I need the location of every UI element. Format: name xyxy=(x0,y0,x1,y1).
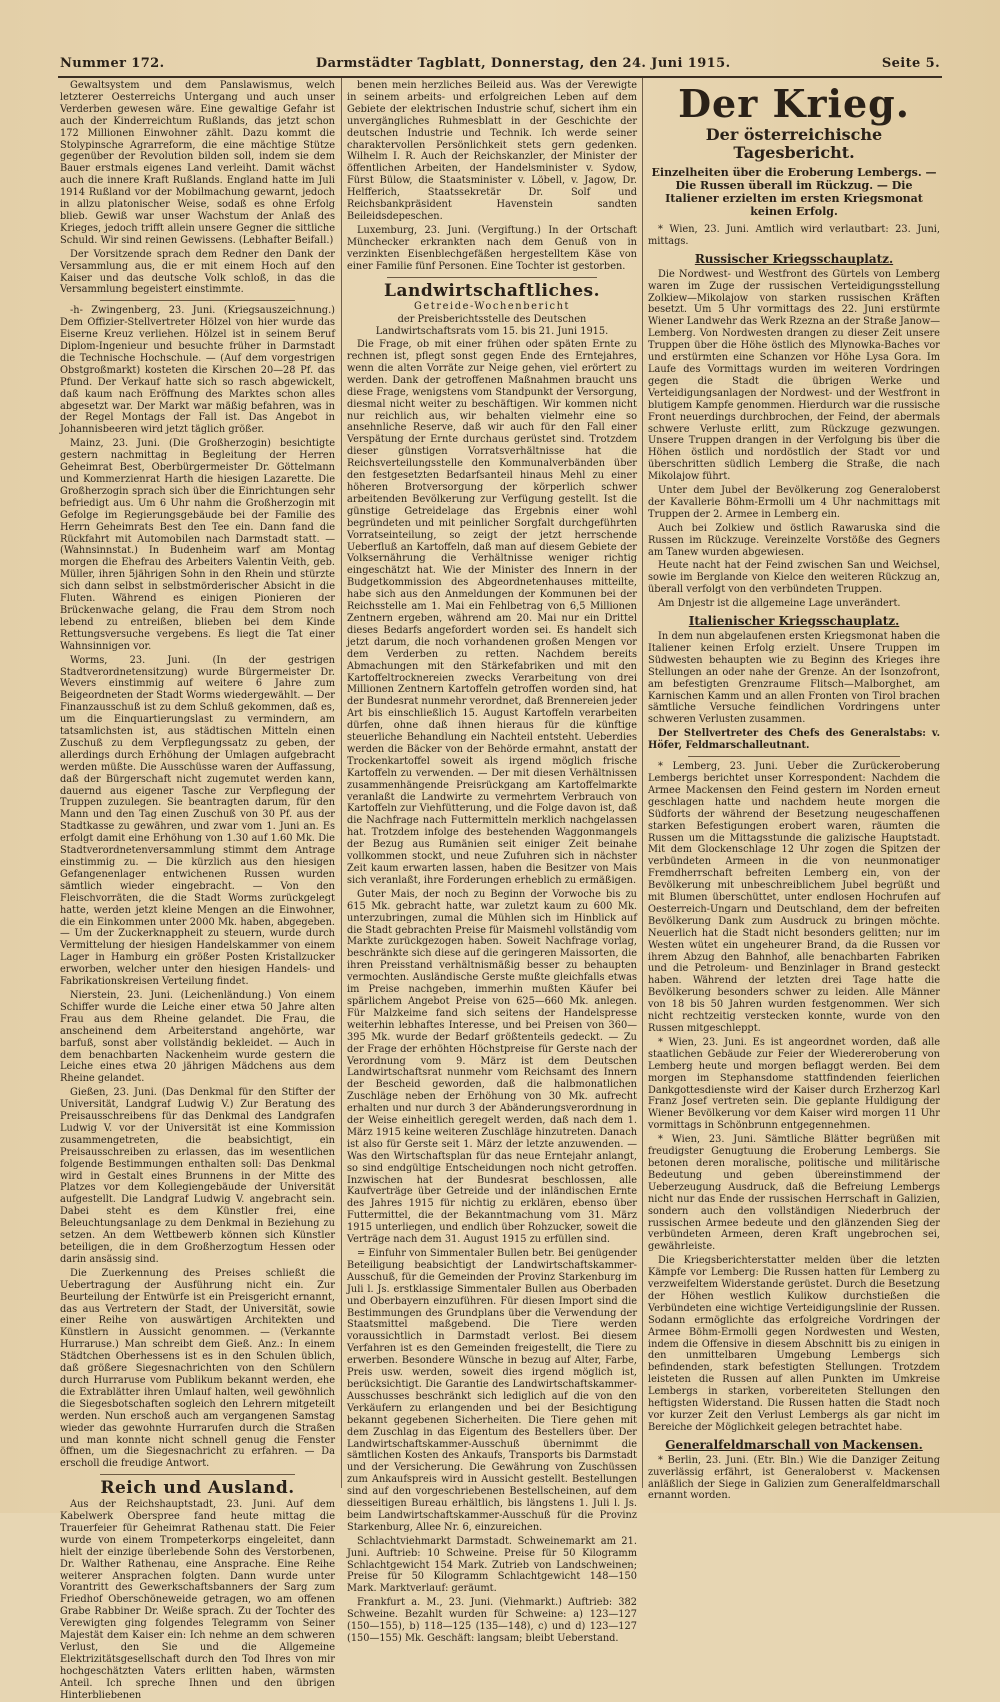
section-title-russia: Russischer Kriegsschauplatz. xyxy=(694,251,894,266)
article-paragraph: Die Kriegsberichterstatter melden über die letzten Kämpfe vor Lemberg: Die Russen hatten für Lemberg zu verzweifeltem Widerstande gerüstet. Durch die Besetzung der Höhen westlich Kulikow durchstießen die Verbündeten eine wichtige Verteidigungslinie der Russen. Sodann ermöglichte das erfolgreiche Vordringen der Armee Böhm-Ermolli gegen Nordwesten und Westen, indem die Offensive in diesem Abschnitt bis zu einigen in den unmittelbaren Umgebung Lembergs sich befindenden, stark befestigten Stellungen. Trotzdem leisteten die Russen auf allen Punkten im Umkreise Lembergs in starken, vorbereiteten Stellungen den heftigsten Widerstand. Die Russen hatten die Stadt noch vor kurzer Zeit den Verlust Lembergs als gar nicht im Bereiche der Möglichkeit gelegen betrachtet habe. xyxy=(648,1255,940,1433)
article-paragraph: Mainz, 23. Juni. (Die Großherzogin) besichtigte gestern nachmittag in Begleitung der Herren Geheimrat Best, Oberbürgermeister Dr. Göttelmann und Kommerzienrat Harth die hiesigen Lazarette. Die Großherzogin sprach sich über die Einrichtungen sehr befriedigt aus. Um 6 Uhr nahm die Großherzogin mit Gefolge im Regierungsgebäude bei der Familie des Herrn Geheimrats Best den Tee ein. Dann fand die Rückfahrt mit Automobilen nach Darmstadt statt. — (Wahnsinnstat.) In Budenheim warf am Montag morgen die Ehefrau des Arbeiters Valentin Veith, geb. Müller, ihren 5jährigen Sohn in den Rhein und stürzte sich dann selbst in selbstmörderischer Absicht in die Fluten. Während es einigen Pionieren der Brückenwache gelang, die Frau dem Strom noch lebend zu entreißen, blieben bei dem Kinde Rettungsversuche vergebens. Es liegt die Tat einer Wahnsinnigen vor. xyxy=(60,438,335,652)
column-divider-1 xyxy=(341,78,342,1488)
separator xyxy=(100,1474,295,1475)
report-title: Getreide-Wochenbericht xyxy=(413,301,571,313)
article-paragraph: Luxemburg, 23. Juni. (Vergiftung.) In der Ortschaft Münchecker erkrankten nach dem Genuß von in verzinkten Eisenblechgefäßen hergestelltem Käse von einer Familie fünf Personen. Eine Tochter ist gestorben. xyxy=(347,224,637,272)
column-3 xyxy=(648,80,940,1502)
article-paragraph: * Wien, 23. Juni. Es ist angeordnet worden, daß alle staatlichen Gebäude zur Feier der Wiedereroberung von Lemberg heute und morgen beflaggt werden. Bei dem morgen im Stephansdome stattfindenden feierlichen Dankgottesdienste wird der Kaiser durch Erzherzog Karl Franz Josef vertreten sein. Die geplante Huldigung der Wiener Bevölkerung vor dem Kaiser wird morgen 11 Uhr vormittags in Schönbrunn entgegennehmen. xyxy=(648,1036,940,1132)
article-paragraph: Nierstein, 23. Juni. (Leichenländung.) Von einem Schiffer wurde die Leiche einer etwa 50 Jahre alten Frau aus dem Rheine gelandet. Die Frau, die anscheinend dem Arbeiterstand angehörte, war barfuß, sonst aber vollständig bekleidet. — Auch in dem benachbarten Nackenheim wurde gestern die Leiche eines etwa 20 jährigen Mädchens aus dem Rheine gelandet. xyxy=(60,989,335,1085)
article-paragraph: Frankfurt a. M., 23. Juni. (Viehmarkt.) Auftrieb: 382 Schweine. Bezahlt wurden für Schweine: a) 123—127 (150—155), b) 118—125 (135—148), c) und d) 123—127 (150—155) Mk. Geschäft: langsam; bleibt Ueberstand. xyxy=(347,1597,637,1644)
column-2 xyxy=(347,80,637,1644)
article-paragraph: Worms, 23. Juni. (In der gestrigen Stadtverordnetensitzung) wurde Bürgermeister Dr. Wevers einstimmig auf weitere 6 Jahre zum Beigeordneten der Stadt Worms wiedergewählt. — Der Finanzausschuß ist zu dem Schluß gekommen, daß es, um die Einquartierungslast zu vermindern, am tatsamlichsten ist, aus städtischen Mitteln einen Zuschuß zu dem Verpflegungssatz zu geben, der allerdings durch Erhöhung der Umlagen aufgebracht werden müßte. Die Ausschüsse waren der Auffassung, daß der Bürgerschaft nicht zugemutet werden kann, dauernd aus eigener Tasche zur Verpflegung der Truppen zuzulegen. Sie beantragten darum, für den Mann und den Tag einen Zuschuß von 30 Pf. aus der Stadtkasse zu gewähren, und zwar vom 1. Juni an. Es erfolgt damit eine Erhöhung von 1.30 auf 1.60 Mk. Die Stadtverordnetenversammlung stimmt dem Antrage einstimmig zu. — Die kürzlich aus den hiesigen Gefangenenlager entwichenen Russen wurden sämtlich wieder eingebracht. — Von den Fleischvorräten, die die Stadt Worms zurückgelegt hatte, werden jetzt kleine Mengen an die Einwohner, die ein Einkommen unter 2000 Mk. haben, abgegeben. — Um der Zuckerknappheit zu steuern, wurde durch Vermittelung der hiesigen Handelskammer von einem Lager in Hamburg ein größer Posten Kristallzucker erworben, welcher unter den hiesigen Handels- und Fabrikationskreisen Verteilung findet. xyxy=(60,654,335,988)
article-paragraph: Am Dnjestr ist die allgemeine Lage unverändert. xyxy=(658,598,901,610)
section-title-mackensen: Generalfeldmarschall von Mackensen. xyxy=(665,1437,923,1452)
article-paragraph: In dem nun abgelaufenen ersten Kriegsmonat haben die Italiener keinen Erfolg erzielt. Unsere Truppen im Südwesten behaupten wie zu Beginn des Krieges ihre Stellungen an oder nahe der Grenze. An der Isonzofront, am befestigten Grenzraume Flitsch—Malborghet, am Karnischen Kamm und an allen Fronten von Tirol brachen sämtliche Versuche feindlichen Vordringens unter schweren Verlusten zusammen. xyxy=(648,631,940,726)
article-paragraph: Unter dem Jubel der Bevölkerung zog Generaloberst der Kavallerie Böhm-Ermolli um 4 Uhr nachmittags mit Truppen der 2. Armee in Lemberg ein. xyxy=(648,485,940,520)
article-paragraph: Guter Mais, der noch zu Beginn der Vorwoche bis zu 615 Mk. gebracht hatte, war zuletzt kaum zu 600 Mk. unterzubringen, zumal die Mühlen sich im Hinblick auf die Stadt gebrachten Preise für Maismehl vollständig vom Markte zurückgezogen haben. Soweit Nachfrage vorlag, beschränkte sich diese auf die geringeren Maissorten, die ihren Preisstand verhältnismäßig besser zu behaupten vermochten. Ausländische Gerste mußte gleichfalls etwas im Preise nachgeben, immerhin mußten Käufer bei spärlichem Angebot Preise von 625—660 Mk. anlegen. Für Malzkeime fand sich seitens der Handelspresse weiterhin lebhaftes Interesse, und bei Preisen von 360—395 Mk. wurde der Bedarf größtenteils gedeckt. — Zu der Frage der erhöhten Höchstpreise für Gerste nach der Verordnung vom 9. März ist dem Deutschen Landwirtschaftsrat nunmehr vom Reichsamt des Innern der Bescheid geworden, daß die halbmonatlichen Zuschläge neben der Erhöhung von 30 Mk. aufrecht erhalten und nur durch 3 der Abänderungsverordnung in der Weise einheitlich geregelt werden, daß nach dem 1. März 1915 keine weiteren Zuschläge hinzutreten. Danach ist also für Gerste seit 1. März der letzte anzuwenden. — Was den Wirtschaftsplan für das neue Erntejahr anlangt, so sind endgültige Entscheidungen noch nicht getroffen. Inzwischen hat der Bundesrat beschlossen, alle Kaufverträge über Getreide und der inländischen Ernte des Jahres 1915 für nichtig zu erklären, ebenso über Futtermittel, die der Bekanntmachung vom 31. März 1915 unterliegen, und endlich über Rohzucker, soweit die Verträge nach dem 31. August 1915 zu erfüllen sind. xyxy=(347,888,637,1246)
article-paragraph: benen mein herzliches Beileid aus. Was der Verewigte in seinem arbeits- und erfolgreichen Leben auf dem Gebiete der elektrischen Industrie schuf, sichert ihm ein unvergängliches Ruhmesblatt in der Geschichte der deutschen Industrie und Technik. Ich werde seiner charaktervollen Persönlichkeit stets gern gedenken. Wilhelm I. R. Auch der Reichskanzler, der Minister der öffentlichen Arbeiten, der Handelsminister v. Sydow, Fürst Bülow, die Staatsminister v. Löbell, v. Jagow, Dr. Helfferich, Staatssekretär Dr. Solf und Reichsbankpräsident Havenstein sandten Beileidsdepeschen. xyxy=(347,80,637,222)
war-subheadline: Der österreichische Tagesbericht. xyxy=(705,125,883,162)
article-paragraph: -h- Zwingenberg, 23. Juni. (Kriegsauszeichnung.) Dem Offizier-Stellvertreter Hölzel von hier wurde das Eiserne Kreuz verliehen. Hölzel ist in seinem Beruf Diplom-Ingenieur und besuchte früher in Darmstadt die Technische Hochschule. — (Auf dem vorgestrigen Obstgroßmarkt) kosteten die Kirschen 20—28 Pf. das Pfund. Der Verkauf hatte sich so rasch abgewickelt, daß kaum nach Eröffnung des Marktes schon alles abgesetzt war. Der Markt war mäßig befahren, was in der Regel Montags der Fall ist. Das Angebot in Johannisbeeren wird jetzt täglich größer. xyxy=(60,305,335,436)
war-headline: Der Krieg. xyxy=(678,81,910,126)
article-paragraph: Die Frage, ob mit einer frühen oder späten Ernte zu rechnen ist, pflegt sonst gegen Ende des Erntejahres, wenn die alten Vorräte zur Neige gehen, viel erörtert zu werden. Dank der getroffenen Maßnahmen braucht uns diese Frage, wenigstens vom Standpunkt der Versorgung, diesmal nicht weiter zu beschäftigen. Wir kommen nicht nur reichlich aus, wir behalten vielmehr eine so ansehnliche Reserve, daß wir auch für den Fall einer Verspätung der Ernte durchaus gerüstet sind. Trotzdem dieser günstigen Vorratsverhältnisse hat die Reichsverteilungsstelle den Kommunalverbänden über den festgesetzten Bedarfsanteil hinaus Mehl zu einer höheren Brotversorgung der körperlich schwer arbeitenden Bevölkerung zur Verfügung gestellt. Ist die günstige Getreidelage das Ergebnis einer wohl begründeten und mit peinlicher Sorgfalt durchgeführten Vorratseinteilung, so zeigt der jetzt herrschende Ueberfluß an Kartoffeln, daß man auf diesem Gebiete der Volksernährung die Verhältnisse weniger richtig eingeschätzt hat. Wie der Minister des Innern in der Budgetkommission des Abgeordnetenhauses mitteilte, habe sich aus den Anmeldungen der Kommunen bei der Reichsstelle am 1. Mai ein Fehlbetrag von 6,5 Millionen Zentnern ergeben, während am 20. Mai nur ein Drittel dieses Bedarfs angefordert worden sei. Es handelt sich jetzt darum, die noch vorhandenen großen Mengen vor dem Verderben zu retten. Nachdem bereits Abmachungen mit den Stärkefabriken und mit den Kartoffeltrocknereien zwecks Verarbeitung von drei Millionen Zentnern Kartoffeln getroffen worden sind, hat der Bundesrat nunmehr verordnet, daß Brennereien jeder Art bis einschließlich 15. August Kartoffeln verarbeiten dürfen, ohne daß ihnen hieraus für die künftige steuerliche Behandlung ein Nachteil entsteht. Ueberdies werden die Bäcker von der Behörde ermahnt, anstatt der Trockenkartoffel soweit als irgend möglich frische Kartoffeln zu verwenden. — Der mit diesen Verhältnissen zusammenhängende Preisrückgang am Kartoffelmarkte veranlaßt die Landwirte zu vermehrtem Verbrauch von Kartoffeln zur Viehfütterung, und die Folge davon ist, daß die Nachfrage nach Futtermitteln merklich nachgelassen hat. Trotzdem infolge des bestehenden Waggonmangels der Bezug aus Rumänien seit einiger Zeit beinahe vollkommen stockt, und neue Zufuhren sich in nächster Zeit kaum erwarten lassen, haben die Besitzer von Mais sich veranlaßt, ihre Forderungen erheblich zu ermäßigen. xyxy=(347,339,637,886)
article-paragraph: Die Nordwest- und Westfront des Gürtels von Lemberg waren im Zuge der russischen Verteidigungsstellung Zolkiew—Mikolajow von starken russischen Kräften besetzt. Um 5 Uhr vormittags des 22. Juni erstürmte Wiener Landwehr das Werk Rzezna an der Straße Janow—Lemberg. Von Nordwesten drangen zu dieser Zeit unsere Truppen über die Höhe östlich des Mlynowka-Baches vor und erstürmten eine Schanzen vor Höhe Lysa Gora. Im Laufe des Vormittags wurden im weiteren Vordringen gegen die Stadt die übrigen Werke und Verteidigungsanlagen der Nordwest- und der Westfront in blutigem Kampfe genommen. Hierdurch war die russische Front neuerdings durchbrochen, der Feind, der abermals schwere Verluste erlitt, zum Rückzuge gezwungen. Unsere Truppen drangen in der Verfolgung bis über die Höhen östlich und nordöstlich der Stadt vor und überschritten südlich Lemberg die Straße, die nach Mikolajow führt. xyxy=(648,268,940,483)
article-paragraph: * Wien, 23. Juni. Amtlich wird verlautbart: 23. Juni, mittags. xyxy=(648,224,940,247)
masthead-rule xyxy=(58,76,942,78)
section-title-reich: Reich und Ausland. xyxy=(100,1478,295,1499)
article-paragraph: Der Vorsitzende sprach dem Redner den Dank der Versammlung aus, die er mit einem Hoch auf den Kaiser und das deutsche Volk schloß, in das die Versammlung begeistert einstimmte. xyxy=(60,248,335,296)
war-summary: Einzelheiten über die Eroberung Lembergs. — Die Russen überall im Rückzug. — Die Italiener erzielten im ersten Kriegsmonat keinen Erfolg. xyxy=(651,166,937,218)
column-1 xyxy=(60,80,335,1701)
masthead xyxy=(60,52,940,74)
article-paragraph: = Einfuhr von Simmentaler Bullen betr. Bei genügender Beteiligung beabsichtigt der Landwirtschaftskammer-Ausschuß, für die Gemeinden der Provinz Starkenburg im Juli l. Js. erstklassige Simmentaler Bullen aus Oberbaden und Oberbayern einzuführen. Für diesen Import sind die Bestimmungen des Grundplans über die Verwendung der Staatsmittel maßgebend. Die Tiere werden voraussichtlich in Darmstadt verlost. Bei diesem Verfahren ist es den Gemeinden freigestellt, die Tiere zu erwerben. Besondere Wünsche in bezug auf Alter, Farbe, Preis usw. werden, soweit dies irgend möglich ist, berücksichtigt. Die Garantie des Landwirtschaftskammer-Ausschusses beschränkt sich lediglich auf die von den Verkäufern zu erlangenden und bei der Besichtigung bekannt gegebenen Sicherheiten. Die Tiere gehen mit dem Zuschlag in das Eigentum des Bestellers über. Der Landwirtschaftskammer-Ausschuß übernimmt die sämtlichen Kosten des Ankaufs, Transports bis Darmstadt und der Versicherung. Die Gewährung von Zuschüssen zum Ankaufspreis wird in Aussicht gestellt. Bestellungen sind auf den vorgeschriebenen Bestellscheinen, auf dem diesseitigen Bureau erhältlich, bis längstens 1. Juli l. Js. beim Landwirtschaftskammer-Ausschuß für die Provinz Starkenburg, Allee Nr. 6, einzureichen. xyxy=(347,1248,637,1533)
section-title-landwirtschaft: Landwirtschaftliches. xyxy=(383,280,600,301)
article-paragraph: * Berlin, 23. Juni. (Etr. Bln.) Wie die Danziger Zeitung zuverlässig erfährt, ist Generaloberst v. Mackensen anläßlich der Siege in Galizien zum Generalfeldmarschall ernannt worden. xyxy=(648,1454,940,1502)
separator xyxy=(688,756,900,757)
issue-number: Nummer 172. xyxy=(60,55,165,71)
article-paragraph: Auch bei Zolkiew und östlich Rawaruska sind die Russen im Rückzuge. Vereinzelte Vorstöße des Gegners am Tanew wurden abgewiesen. xyxy=(648,522,940,558)
article-signature: Der Stellvertreter des Chefs des Generalstabs: v. Höfer, Feldmarschalleutnant. xyxy=(648,728,940,752)
article-paragraph: Aus der Reichshauptstadt, 23. Juni. Auf dem Kabelwerk Oberspree fand heute mittag die Trauerfeier für Geheimrat Rathenau statt. Die Feier wurde von einem Trompeterkorps eingeleitet, dann hielt der einzige überlebende Sohn des Verstorbenen, Dr. Walther Rathenau, eine Ansprache. Eine Reihe weiterer Ansprachen folgten. Dann wurde unter Vorantritt des Gewerkschaftsbanners der Sarg zum Friedhof Oberschöneweide getragen, wo am offenen Grabe Rabbiner Dr. Weiße sprach. Zu der Tochter des Verewigten ging folgendes Telegramm von Seiner Majestät dem Kaiser ein: Ich nehme an dem schweren Verlust, den Sie und die Allgemeine Elektrizitätsgesellschaft durch den Tod Ihres von mir hochgeschätzten Vaters erlitten haben, wärmsten Anteil. Ich spreche Ihnen und den übrigen Hinterbliebenen xyxy=(60,1499,335,1701)
paper-title-date: Darmstädter Tagblatt, Donnerstag, den 24. Juni 1915. xyxy=(315,55,731,71)
article-paragraph: Gießen, 23. Juni. (Das Denkmal für den Stifter der Universität, Landgraf Ludwig V.) Zur Beratung des Preisausschreibens für das Denkmal des Landgrafen Ludwig V. vor der Universität ist eine Kommission zusammengetreten, die beabsichtigt, ein Preisausschreiben zu erlassen, das im wesentlichen folgende Bestimmungen enthalten soll: Das Denkmal wird in Gestalt eines Brunnens in der Mitte des Platzes vor dem Kollegiengebäude der Universität aufgestellt. Die Landgraf Ludwig V. angebracht sein. Dabei steht es dem Künstler frei, eine Beleuchtungsanlage zu dem Denkmal in Beziehung zu setzen. An dem Wettbewerb können sich Künstler beteiligen, die in dem Großherzogtum Hessen oder darin ansässig sind. xyxy=(60,1087,335,1265)
separator xyxy=(387,277,597,278)
article-paragraph: Gewaltsystem und dem Panslawismus, welch letzterer Oesterreichs Untergang und auch unser Verderben gewesen wäre. Eine gewaltige Gefahr ist auch der Kinderreichtum Rußlands, das jetzt schon 172 Millionen Einwohner zählt. Dazu kommt die Stolypinsche Agrarreform, die eine mächtige Stütze gegenüber der Revolution bilden soll, indem sie dem Bauer erstmals eigenes Land verleiht. Damit wächst auch die innere Kraft Rußlands. England hatte im Juli 1914 Rußland vor der Mobilmachung gewarnt, jedoch in allzu platonischer Weise, sodaß es ohne Erfolg blieb. Gewiß war unser Wachstum der Anlaß des Krieges, jedoch trifft allein unsere Gegner die sittliche Schuld. Wir sind reinen Gewissens. (Lebhafter Beifall.) xyxy=(60,80,335,246)
column-divider-2 xyxy=(642,78,643,1488)
page-number: Seite 5. xyxy=(881,55,940,71)
section-title-italy: Italienischer Kriegsschauplatz. xyxy=(688,614,900,629)
article-paragraph: * Lemberg, 23. Juni. Ueber die Zurückeroberung Lembergs berichtet unser Korrespondent: Nachdem die Armee Mackensen den Feind gestern im Norden erneut geschlagen hatte und nachdem heute morgen die Südforts der während der Besetzung neugeschaffenen starken Befestigungen erobert waren, räumten die Russen um die Mittagsstunde die galizische Hauptstadt. Mit dem Glockenschlage 12 Uhr zogen die Spitzen der verbündeten Armeen in die von neunmonatiger Fremdherrschaft befreiten Lemberg ein, von der Bevölkerung mit unbeschreiblichem Jubel begrüßt und mit Blumen überschüttet, unter endlosen Hochrufen auf Oesterreich-Ungarn und Deutschland, dem der befreiten Bevölkerung Dank zum Ausdruck zu bringen möchte. Neuerlich hat die Stadt nicht besonders gelitten; nur im Westen wütet ein ungeheurer Brand, da die Russen vor ihrem Abzug den Bahnhof, alle benachbarten Fabriken und die Petroleum- und Benzinlager in Brand gesteckt haben. Während der letzten drei Tage hatte die Bevölkerung besonders schwer zu leiden. Alle Männer von 18 bis 50 Jahren wurden festgenommen. Wer sich nicht rechtzeitig verstecken konnte, wurde von den Russen mitgeschleppt. xyxy=(648,761,940,1034)
article-paragraph: Heute nacht hat der Feind zwischen San und Weichsel, sowie im Berglande von Kielce den weiteren Rückzug an, überall verfolgt von den verbündeten Truppen. xyxy=(648,560,940,596)
article-paragraph: * Wien, 23. Juni. Sämtliche Blätter begrüßen mit freudigster Genugtuung die Eroberung Lembergs. Sie betonen deren moralische, politische und militärische Bedeutung und geben übereinstimmend der Ueberzeugung Ausdruck, daß die Befreiung Lembergs nicht nur das Ende der russischen Herrschaft in Galizien, sondern auch den vollständigen Niederbruch der russischen Armee bedeute und den glänzenden Sieg der verbündeten Armeen, deren Kraft ungebrochen sei, gewährleiste. xyxy=(648,1134,940,1253)
article-paragraph: Schlachtviehmarkt Darmstadt. Schweinemarkt am 21. Juni. Auftrieb: 10 Schweine. Preise für 50 Kilogramm Schlachtgewicht 154 Mark. Zutrieb von Landschweinen; Preise für 50 Kilogramm Schlachtgewicht 148—150 Mark. Marktverlauf: geräumt. xyxy=(347,1535,637,1595)
separator xyxy=(100,300,295,301)
article-paragraph: Die Zuerkennung des Preises schließt die Uebertragung der Ausführung nicht ein. Zur Beurteilung der Entwürfe ist ein Preisgericht ernannt, das aus Vertretern der Stadt, der Universität, sowie einer Reihe von auswärtigen Architekten und Künstlern in Aussicht genommen. — (Verkannte Hurraruse.) Man schreibt dem Gieß. Anz.: In einem Städtchen Oberhessens ist es in den Schulen üblich, daß größere Siegesnachrichten von den Schülern durch Hurraruse vom Publikum bekannt werden, ehe die Extrablätter ihren Umlauf halten, weil gewöhnlich die Siegesbotschaften sogleich den Lehrern mitgeteilt werden. Nun erschoß auch am vergangenen Samstag wieder das gewohnte Hurrarufen durch die Straßen und man konnte nicht schnell genug die Fenster öffnen, um die Siegesnachricht zu erfahren. — Da erscholl die freudige Antwort. xyxy=(60,1267,335,1470)
report-subtitle: der Preisberichtsstelle des Deutschen Landwirtschaftsrats vom 15. bis 21. Juni 1915. xyxy=(375,314,609,338)
